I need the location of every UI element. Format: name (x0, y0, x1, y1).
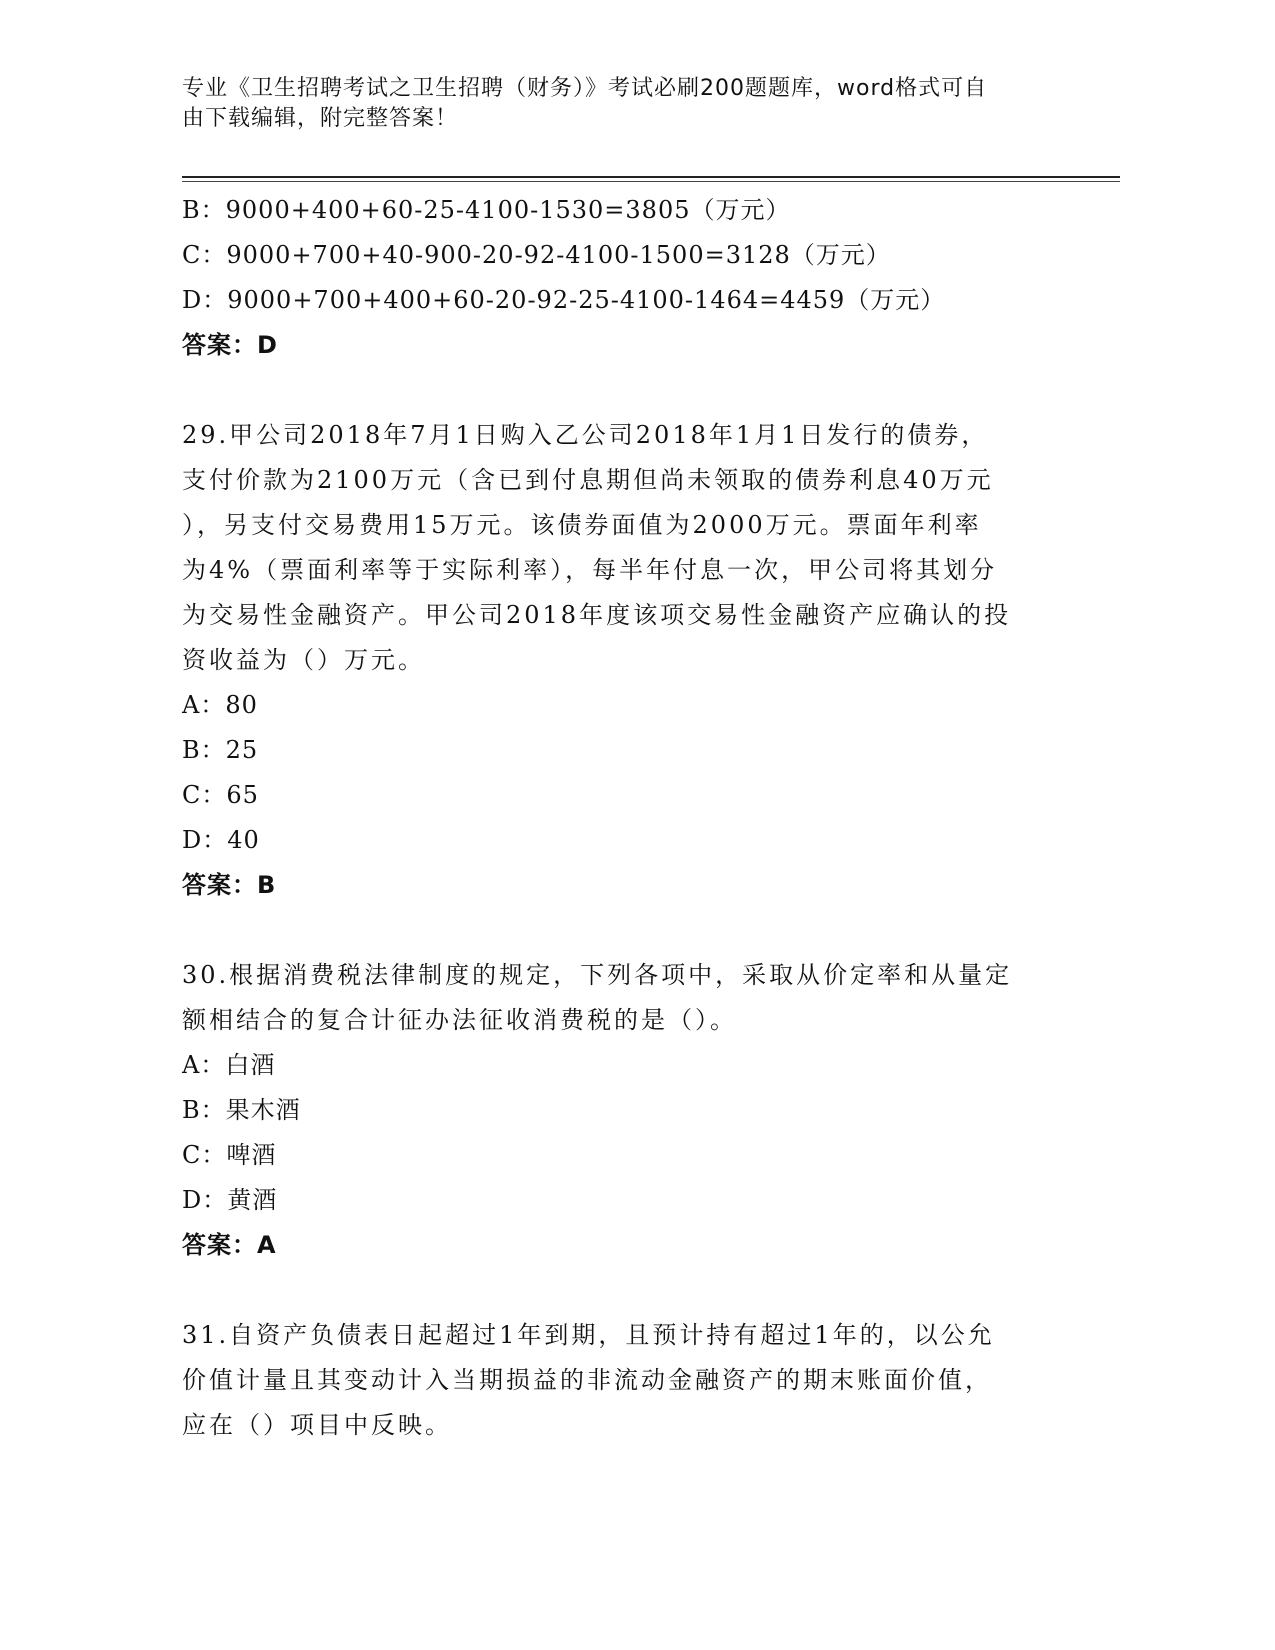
option-a: A：80 (182, 691, 258, 719)
question-text-line: 为交易性金融资产。甲公司2018年度该项交易性金融资产应确认的投 (182, 601, 1012, 629)
option-b: B：25 (182, 736, 259, 764)
answer-label: 答案：B (182, 871, 277, 899)
question-text-line: 价值计量且其变动计入当期损益的非流动金融资产的期末账面价值， (182, 1366, 992, 1394)
header-rule-thick (182, 176, 1120, 178)
question-text-line: 30.根据消费税法律制度的规定，下列各项中，采取从价定率和从量定 (182, 961, 1013, 989)
document-header (182, 74, 1062, 134)
option-d: D：黄酒 (182, 1186, 278, 1214)
question-text-line: 支付价款为2100万元（含已到付息期但尚未领取的债券利息40万元 (182, 466, 994, 494)
option-d: D：9000+700+400+60-20-92-25-4100-1464=4459（万元） (182, 286, 946, 314)
question-text-line: 为4%（票面利率等于实际利率），每半年付息一次，甲公司将其划分 (182, 556, 998, 584)
question-text-line: 31.自资产负债表日起超过1年到期，且预计持有超过1年的，以公允 (182, 1321, 995, 1349)
question-text-line: 资收益为（）万元。 (182, 646, 425, 674)
option-c: C：65 (182, 781, 259, 809)
option-a: A：白酒 (182, 1051, 276, 1079)
option-b: B：果木酒 (182, 1096, 301, 1124)
spacer (182, 368, 1082, 413)
question-text-line: 额相结合的复合计征办法征收消费税的是（）。 (182, 1006, 737, 1034)
question-text-line: ），另支付交易费用15万元。该债券面值为2000万元。票面年利率 (182, 511, 982, 539)
question-29 (182, 413, 1082, 908)
spacer (182, 908, 1082, 953)
option-d: D：40 (182, 826, 260, 854)
option-c: C：9000+700+40-900-20-92-4100-1500=3128（万元） (182, 241, 891, 269)
document-body (182, 188, 1082, 1448)
header-line-2: 由下载编辑，附完整答案！ (182, 106, 459, 131)
header-rule-thin (182, 181, 1120, 182)
question-text-line: 应在（）项目中反映。 (182, 1411, 452, 1439)
option-c: C：啤酒 (182, 1141, 277, 1169)
question-30 (182, 953, 1082, 1268)
answer-label: 答案：A (182, 1231, 277, 1259)
answer-label: 答案：D (182, 331, 278, 359)
spacer (182, 1268, 1082, 1313)
question-28-tail (182, 188, 1082, 368)
option-b: B：9000+400+60-25-4100-1530=3805（万元） (182, 196, 791, 224)
header-line-1: 专业《卫生招聘考试之卫生招聘（财务）》考试必刷200题题库，word格式可自 (182, 76, 988, 101)
question-text-line: 29.甲公司2018年7月1日购入乙公司2018年1月1日发行的债券， (182, 421, 989, 449)
question-31 (182, 1313, 1082, 1448)
